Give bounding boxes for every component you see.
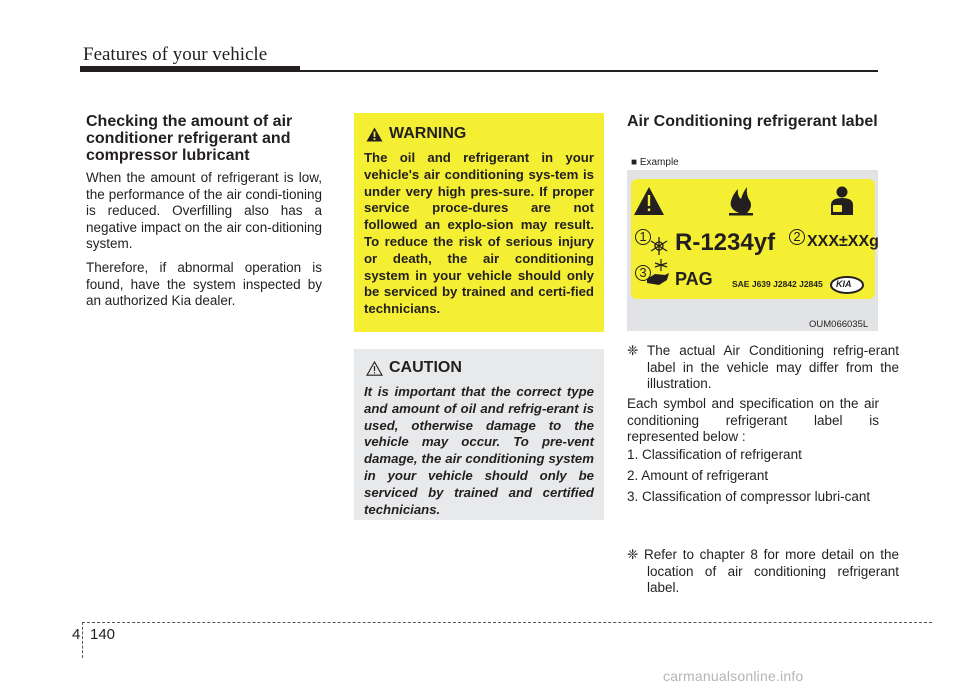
warning-title: WARNING: [389, 125, 467, 142]
note-illustration: ❈ The actual Air Conditioning refrig-erant label in the vehicle may differ from the illustration.: [627, 343, 899, 392]
chapter-number: 4: [72, 626, 81, 643]
section-heading: Checking the amount of air conditioner refrigerant and compressor lubricant: [86, 113, 293, 164]
left-column: [86, 113, 322, 317]
list-item: 3. Classification of compressor lubri-cant: [627, 489, 871, 504]
list-item: 1. Classification of refrigerant: [627, 447, 802, 462]
right-heading-block: [627, 113, 879, 130]
caution-box: [354, 349, 604, 520]
header-bar: [80, 66, 300, 72]
footer-rule: [82, 622, 932, 623]
header-rule: [300, 70, 878, 72]
label-amount-text: XXX±XXg: [807, 233, 879, 250]
label-brand-text: KIA: [836, 279, 852, 289]
page-header-title: Features of your vehicle: [83, 44, 268, 65]
caution-text: It is important that the correct type and amount of oil and refrig-erant is used, otherwise damage to the vehicle may occur. To pre-vent damage, the air conditioning system in your vehicle should only be serviced by trained and certified technicians.: [364, 384, 594, 517]
technician-icon: [831, 187, 853, 216]
section-heading: Air Conditioning refrigerant label: [627, 113, 878, 130]
caution-title-row: [366, 357, 594, 379]
circled-number-2: 2: [789, 229, 805, 245]
warning-box: [354, 113, 604, 332]
warning-triangle-icon: [366, 127, 383, 142]
label-refrigerant-text: R-1234yf: [675, 229, 776, 256]
label-warning-icon: [634, 187, 664, 215]
warning-text: The oil and refrigerant in your vehicle's air conditioning sys-tem is under very high pres-sure. If proper service proce-dures are not followed an explo-sion may result. To reduce the risk of serious injury or death, the air conditioning system in your vehicle should only be serviced by trained and certi-fied technicians.: [364, 150, 594, 317]
example-caption: ■ Example: [631, 157, 679, 168]
circled-number-3: 3: [635, 265, 651, 281]
watermark: carmanualsonline.info: [663, 668, 804, 684]
paragraph: Therefore, if abnormal operation is found, have the system inspected by an authorized Kia dealer.: [86, 259, 322, 309]
caution-title: CAUTION: [389, 359, 462, 376]
warning-title-row: [366, 123, 594, 145]
flammable-icon: [729, 187, 753, 216]
list-item: 2. Amount of refrigerant: [627, 468, 769, 483]
footer-divider: [82, 622, 83, 658]
page-number: 140: [90, 626, 116, 643]
paragraph: When the amount of refrigerant is low, the performance of the air condi-tioning is reduced. Overfilling also has a negative impact on the air con-ditioning system.: [86, 170, 322, 252]
refrigerant-symbol-icon: [651, 237, 667, 255]
label-oil-text: PAG: [675, 269, 713, 289]
image-code: OUM066035L: [809, 319, 869, 330]
note-chapter-reference: ❈ Refer to chapter 8 for more detail on the location of air conditioning refrigerant label.: [627, 547, 899, 596]
caution-triangle-icon: [366, 361, 383, 376]
label-sticker: [631, 179, 879, 299]
circled-number-1: 1: [635, 229, 651, 245]
refrigerant-label-illustration: [627, 170, 878, 331]
label-sae-text: SAE J639 J2842 J2845: [732, 279, 823, 289]
paragraph: Each symbol and specification on the air conditioning refrigerant label is represented below :: [627, 396, 879, 445]
